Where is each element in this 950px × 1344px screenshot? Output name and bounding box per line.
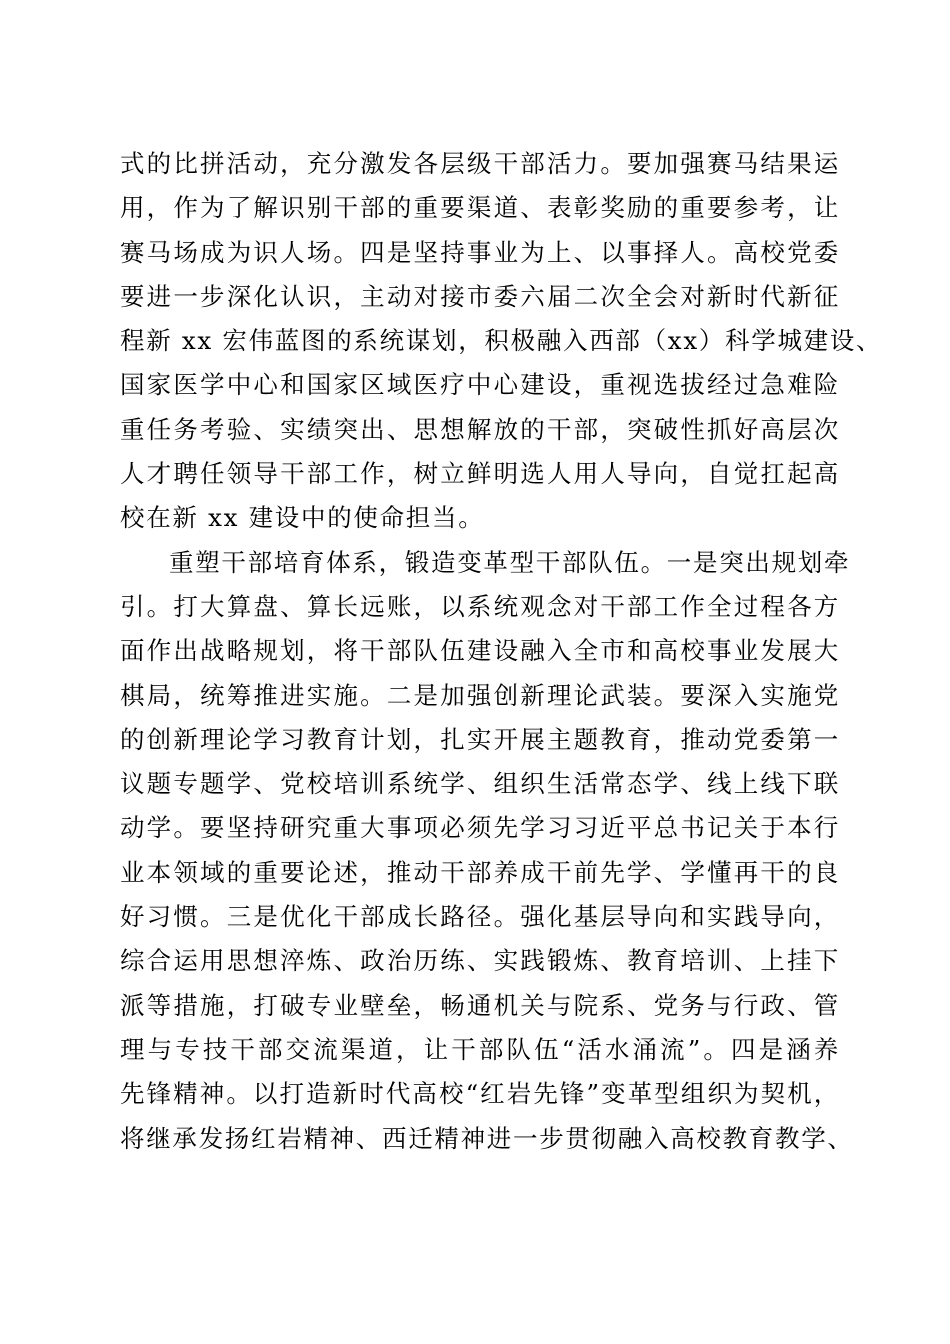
text-line: 的创新理论学习教育计划，扎实开展主题教育，推动党委第一 [120, 724, 840, 754]
text-line: 业本领域的重要论述，推动干部养成干前先学、学懂再干的良 [120, 857, 840, 887]
text-line: 理与专技干部交流渠道，让干部队伍“活水涌流”。四是涵养 [120, 1034, 840, 1064]
text-line: 好习惯。三是优化干部成长路径。强化基层导向和实践导向， [120, 902, 840, 932]
text-line: 面作出战略规划，将干部队伍建设融入全市和高校事业发展大 [120, 636, 840, 666]
text-line: 重任务考验、实绩突出、思想解放的干部，突破性抓好高层次 [120, 414, 840, 444]
text-line: 程新 xx 宏伟蓝图的系统谋划，积极融入西部（xx）科学城建设、 [120, 326, 883, 356]
text-line: 议题专题学、党校培训系统学、组织生活常态学、线上线下联 [120, 769, 840, 799]
text-line: 棋局，统筹推进实施。二是加强创新理论武装。要深入实施党 [120, 680, 840, 710]
text-line: 要进一步深化认识，主动对接市委六届二次全会对新时代新征 [120, 281, 840, 311]
body-text [120, 142, 883, 1161]
text-line: 引。打大算盘、算长远账，以系统观念对干部工作全过程各方 [120, 591, 840, 621]
text-line: 式的比拼活动，充分激发各层级干部活力。要加强赛马结果运 [120, 149, 840, 178]
text-line: 先锋精神。以打造新时代高校“红岩先锋”变革型组织为契机， [120, 1079, 840, 1109]
paragraph-first-line: 重塑干部培育体系，锻造变革型干部队伍。一是突出规划牵 [169, 547, 851, 577]
text-line: 用，作为了解识别干部的重要渠道、表彰奖励的重要参考，让 [120, 193, 840, 223]
text-line: 赛马场成为识人场。四是坚持事业为上、以事择人。高校党委 [120, 237, 840, 267]
text-line: 综合运用思想淬炼、政治历练、实践锻炼、教育培训、上挂下 [120, 946, 840, 976]
text-line: 动学。要坚持研究重大事项必须先学习习近平总书记关于本行 [120, 813, 840, 843]
text-line: 派等措施，打破专业壁垒，畅通机关与院系、党务与行政、管 [120, 990, 840, 1020]
text-line: 国家医学中心和国家区域医疗中心建设，重视选拔经过急难险 [120, 370, 840, 400]
text-line: 将继承发扬红岩精神、西迁精神进一步贯彻融入高校教育教学、 [120, 1123, 854, 1153]
text-line: 人才聘任领导干部工作，树立鲜明选人用人导向，自觉扛起高 [120, 459, 840, 489]
text-line: 校在新 xx 建设中的使命担当。 [120, 503, 485, 533]
